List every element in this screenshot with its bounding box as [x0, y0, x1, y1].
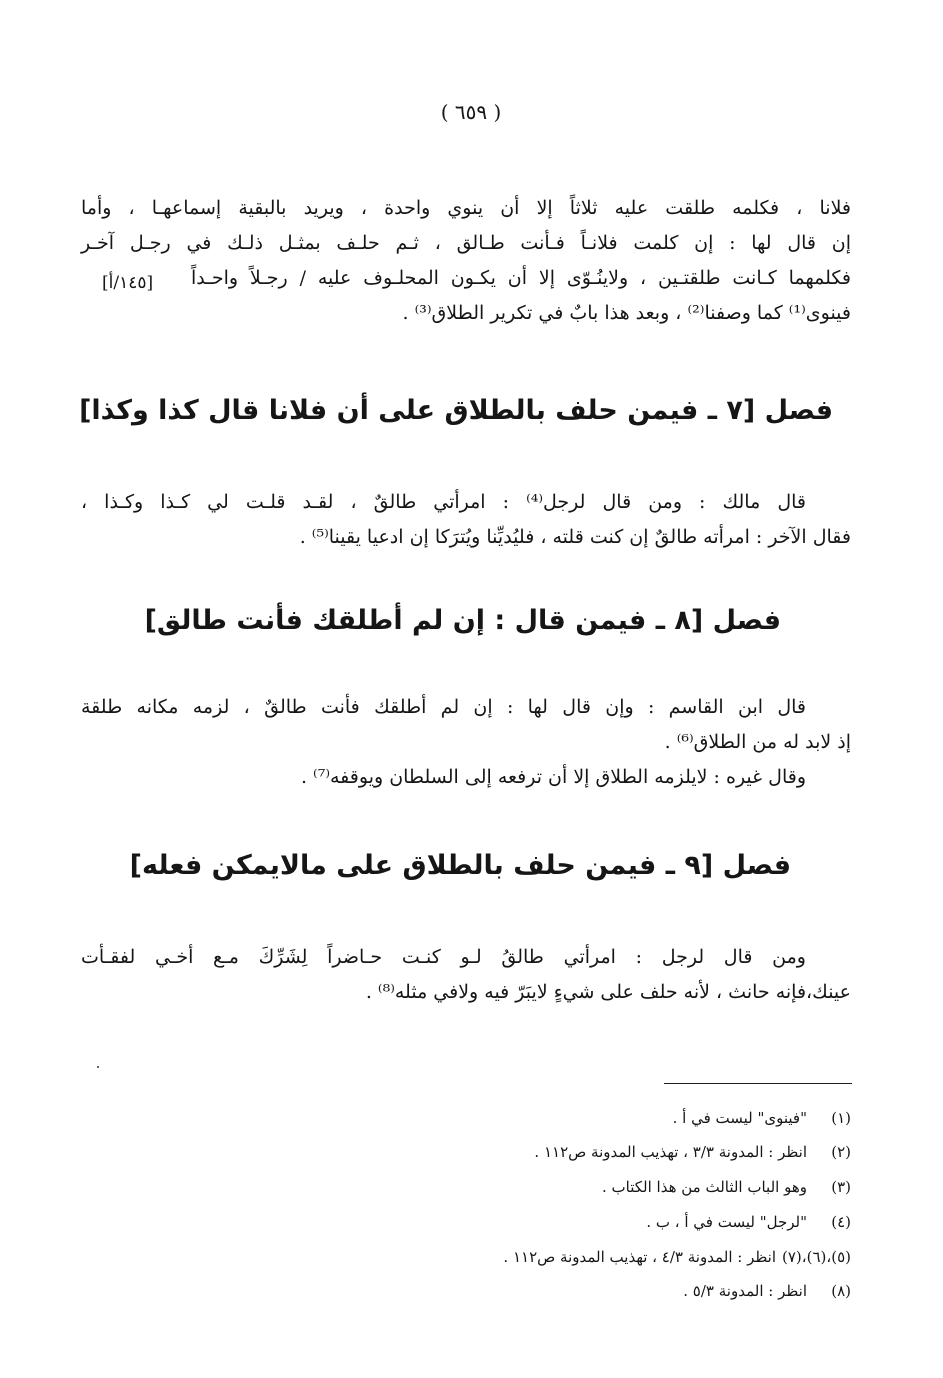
paragraph-4: [81, 940, 851, 1010]
scan-speck: [97, 1066, 99, 1068]
text-line: إذ لابد له من الطلاق⁽⁶⁾ .: [664, 731, 851, 753]
footnote: [371, 1136, 851, 1168]
text-line: ومن قال لرجل : امرأتي طالقُ لـو كنـت حـاضراً لِشَرِّكَ مـع أخـي لفقـأت: [81, 946, 806, 968]
footnote-text: وهو الباب الثالث من هذا الكتاب .: [601, 1178, 807, 1196]
section-heading-9: فصل [٩ ـ فيمن حلف بالطلاق على مالايمكن فعله]: [129, 850, 791, 881]
footnote-number: (٨): [831, 1282, 851, 1300]
footnote-text: انظر : المدونة ٣/٣ ، تهذيب المدونة ص١١٢ .: [534, 1143, 807, 1161]
footnote: [371, 1275, 851, 1307]
paragraph-3: [81, 690, 851, 795]
text-line: عينك،فإنه حانث ، لأنه حلف على شيءٍ لايبَرّ فيه ولافي مثله⁽⁸⁾ .: [365, 981, 851, 1003]
text-line: فكلمهما كـانت طلقتـين ، ولاينُـوّى إلا أن يكـون المحلـوف عليه / رجـلاً واحـداً: [191, 267, 851, 289]
text-line: قال ابن القاسم : وإن قال لها : إن لم أطلقك فأنت طالقٌ ، لزمه مكانه طلقة: [81, 696, 806, 718]
footnote-number: (٢): [831, 1143, 851, 1161]
text-line: فقال الآخر : امرأته طالقٌ إن كنت قلته ، فليُديِّنا ويُترَكا إن ادعيا يقينا⁽⁵⁾ .: [299, 526, 851, 548]
section-heading-8: فصل [٨ ـ فيمن قال : إن لم أطلقك فأنت طالق]: [144, 605, 781, 636]
footnote-text: انظر : المدونة ٤/٣ ، تهذيب المدونة ص١١٢ .: [503, 1248, 776, 1266]
footnote: [371, 1102, 851, 1134]
margin-folio-note: [١٤٥/أ]: [102, 273, 154, 293]
footnote-separator: [664, 1083, 852, 1084]
footnote-text: "فينوى" ليست في أ .: [672, 1109, 807, 1127]
footnote: [371, 1241, 851, 1273]
paragraph-1: [81, 191, 851, 331]
text-line: فلانا ، فكلمه طلقت عليه ثلاثاً إلا أن ينوي واحدة ، ويريد بالبقية إسماعهـا ، وأما: [81, 197, 851, 219]
footnote-text: "لرجل" ليست في أ ، ب .: [646, 1213, 807, 1231]
section-heading-7: فصل [٧ ـ فيمن حلف بالطلاق على أن فلانا قال كذا وكذا]: [79, 395, 833, 426]
footnote-text: انظر : المدونة ٥/٣ .: [683, 1282, 807, 1300]
footnote-number: (٣): [831, 1178, 851, 1196]
paragraph-2: [81, 485, 851, 555]
footnote-number: (٥)،(٦)،(٧): [782, 1248, 851, 1266]
footnote: [371, 1206, 851, 1238]
footnote-number: (٤): [831, 1213, 851, 1231]
text-line: إن قال لها : إن كلمت فلانـاً فـأنت طـالق ، ثـم حلـف بمثـل ذلـك في رجـل آخـر: [81, 232, 851, 254]
text-line: وقال غيره : لايلزمه الطلاق إلا أن ترفعه إلى السلطان ويوقفه⁽⁷⁾ .: [300, 766, 806, 788]
footnote: [371, 1171, 851, 1203]
text-line: فينوى⁽¹⁾ كما وصفنا⁽²⁾ ، وبعد هذا بابٌ في تكرير الطلاق⁽³⁾ .: [402, 302, 851, 324]
text-line: قال مالك : ومن قال لرجل⁽⁴⁾ : امرأتي طالقٌ ، لقـد قلـت لي كـذا وكـذا ،: [81, 491, 806, 513]
footnote-number: (١): [831, 1109, 851, 1127]
page-number: ( ٦٥٩ ): [440, 100, 502, 124]
